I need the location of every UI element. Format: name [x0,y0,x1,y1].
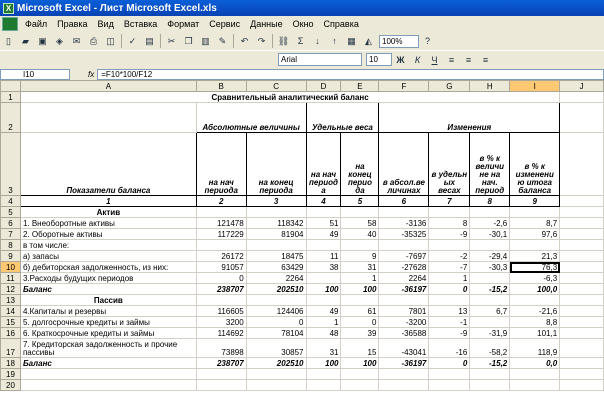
cell[interactable] [560,339,604,358]
cell[interactable]: 38 [306,262,341,273]
bold-icon[interactable]: Ж [396,54,405,65]
sort-asc-icon[interactable]: ↓ [315,36,320,46]
menu-window[interactable]: Окно [292,19,314,29]
row-label-cell[interactable]: Баланс [20,284,196,295]
row-label-cell[interactable]: 5. долгосрочные кредиты и займы [20,317,196,328]
cell[interactable]: -1 [429,317,470,328]
header-cell[interactable]: на конец перио да [341,133,379,196]
save-icon[interactable]: ▣ [38,35,47,46]
menu-tools[interactable]: Сервис [209,19,241,29]
cell[interactable] [510,380,560,391]
cell[interactable]: -6,3 [510,273,560,284]
cell[interactable] [560,358,604,369]
cell[interactable] [196,369,246,380]
toolbar-separator [272,34,273,48]
cell[interactable]: 5 [341,196,379,207]
table-row [1,240,604,251]
window-title: Microsoft Excel - Лист Microsoft Excel.xls [17,2,217,14]
menu-file[interactable]: Файл [25,19,48,29]
cell[interactable]: 4 [306,196,341,207]
cell[interactable] [470,369,510,380]
cell[interactable]: 48 [306,328,341,339]
cell[interactable]: 13 [429,306,470,317]
cell[interactable]: 1 [429,273,470,284]
cell[interactable] [560,240,604,251]
cell[interactable] [246,380,306,391]
cell[interactable] [379,240,429,251]
cell[interactable] [379,207,429,218]
cell[interactable] [20,103,196,133]
cell[interactable] [196,295,246,306]
cell[interactable]: 9 [341,251,379,262]
hyperlink-icon[interactable]: ⛓ [277,35,290,46]
cell[interactable] [470,380,510,391]
table-row [1,284,604,295]
print-icon[interactable]: ⎙ [89,35,98,46]
cell[interactable] [379,369,429,380]
cell[interactable]: -15,2 [470,358,510,369]
column-header-g[interactable]: G [429,81,470,92]
row-header[interactable]: 13 [1,295,21,306]
cell[interactable]: 61 [341,306,379,317]
cell[interactable]: -15,2 [470,284,510,295]
cell[interactable] [560,380,604,391]
row-label-cell[interactable]: Баланс [20,358,196,369]
italic-icon[interactable]: К [414,54,421,65]
row-header[interactable]: 12 [1,284,21,295]
cell[interactable]: 3200 [196,317,246,328]
table-row [1,306,604,317]
paste-icon[interactable]: ▥ [201,35,210,46]
header-cell[interactable]: в % к величи не на нач. период [470,133,510,196]
cell[interactable]: -36588 [379,328,429,339]
cell[interactable] [379,380,429,391]
toolbar-separator [233,34,234,48]
cell[interactable] [341,380,379,391]
cell[interactable] [341,369,379,380]
align-center-icon[interactable]: ≡ [465,54,472,65]
table-row [1,380,604,391]
cell[interactable]: 117229 [196,229,246,240]
row-header[interactable]: 10 [1,262,21,273]
cell[interactable] [379,295,429,306]
cell[interactable]: 6 [379,196,429,207]
cell[interactable]: 2264 [246,273,306,284]
toolbar-separator [160,34,161,48]
fx-icon[interactable]: fx [88,69,95,79]
cell[interactable] [196,380,246,391]
cell[interactable]: 39 [341,328,379,339]
title-bar [0,0,604,16]
cell[interactable] [246,240,306,251]
cell[interactable]: 100 [341,284,379,295]
cell[interactable]: 1 [20,196,196,207]
cell[interactable]: 8,7 [510,218,560,229]
cell[interactable]: 114692 [196,328,246,339]
cell[interactable] [560,328,604,339]
row-header[interactable]: 9 [1,251,21,262]
menu-help[interactable]: Справка [323,19,359,29]
cell[interactable]: -7697 [379,251,429,262]
cell[interactable]: 21,3 [510,251,560,262]
cell[interactable]: -3136 [379,218,429,229]
formula-bar [0,68,604,80]
table-row [1,133,604,196]
excel-app-icon: X [3,3,14,14]
cell[interactable]: 0 [246,317,306,328]
column-header-d[interactable]: D [306,81,341,92]
menu-edit[interactable]: Правка [57,19,88,29]
row-label-cell[interactable]: б) дебиторская задолженность, из них: [20,262,196,273]
cell[interactable] [560,207,604,218]
cell[interactable]: 91057 [196,262,246,273]
cell[interactable] [560,306,604,317]
row-header[interactable]: 19 [1,369,21,380]
undo-icon[interactable]: ↶ [240,35,249,46]
sort-desc-icon[interactable]: ↑ [332,36,337,46]
row-header[interactable]: 7 [1,229,21,240]
cell[interactable]: -35325 [379,229,429,240]
chart-wizard-icon[interactable]: ▦ [347,35,356,46]
cell[interactable]: 58 [341,218,379,229]
cell[interactable]: 0,0 [510,358,560,369]
cell[interactable]: 31 [341,262,379,273]
cell[interactable]: 8 [470,196,510,207]
cell[interactable]: 100,0 [510,284,560,295]
cell[interactable]: 49 [306,306,341,317]
row-header[interactable]: 11 [1,273,21,284]
row-label-cell[interactable] [20,369,196,380]
row-header[interactable]: 5 [1,207,21,218]
cell[interactable] [429,369,470,380]
name-box[interactable]: I10 [0,69,70,80]
cell[interactable] [341,240,379,251]
cell[interactable]: 18475 [246,251,306,262]
cell[interactable]: -9 [429,229,470,240]
row-header[interactable]: 14 [1,306,21,317]
format-painter-icon[interactable]: ✎ [218,35,227,46]
cell[interactable]: -30,1 [470,229,510,240]
menu-data[interactable]: Данные [250,19,283,29]
print-preview-icon[interactable]: ◫ [106,35,115,46]
cell[interactable]: -27628 [379,262,429,273]
zoom-select[interactable]: 100% [379,35,419,48]
row-label-cell[interactable]: 1. Внеоборотные активы [20,218,196,229]
column-header-a[interactable]: A [20,81,196,92]
research-icon[interactable]: ▤ [145,35,154,46]
table-row [1,207,604,218]
header-shares[interactable]: Удельные веса [306,103,379,133]
cell[interactable]: 3 [246,196,306,207]
table-title[interactable]: Сравнительный аналитический баланс [20,92,559,103]
row-header[interactable]: 3 [1,133,21,196]
cell[interactable]: 0 [341,317,379,328]
cell[interactable]: 81904 [246,229,306,240]
cell[interactable] [470,317,510,328]
table-row [1,196,604,207]
excel-doc-icon[interactable] [2,17,18,31]
cell[interactable]: 2 [196,196,246,207]
cell[interactable]: 8 [429,218,470,229]
cell[interactable]: 100 [306,358,341,369]
cell[interactable]: 26172 [196,251,246,262]
row-label-cell[interactable] [20,380,196,391]
cell[interactable] [306,295,341,306]
cell[interactable]: 202510 [246,284,306,295]
cell[interactable]: 1 [341,273,379,284]
cell[interactable] [470,295,510,306]
cell[interactable]: -3200 [379,317,429,328]
align-right-icon[interactable]: ≡ [482,54,489,65]
cell[interactable] [341,207,379,218]
row-label-cell[interactable]: а) запасы [20,251,196,262]
cell[interactable]: -31,9 [470,328,510,339]
cell[interactable] [560,273,604,284]
cell[interactable]: 238707 [196,284,246,295]
table-row [1,262,604,273]
new-icon[interactable]: ▯ [6,35,11,46]
header-absolute-values[interactable]: Абсолютные величины [196,103,306,133]
table-row [1,218,604,229]
cell[interactable]: 100 [306,284,341,295]
cell[interactable] [246,207,306,218]
cell[interactable]: 0 [429,358,470,369]
cell[interactable]: -30,3 [470,262,510,273]
cell[interactable]: 9 [510,196,560,207]
cell[interactable]: 121478 [196,218,246,229]
row-label-cell[interactable]: 2. Оборотные активы [20,229,196,240]
cell[interactable] [560,262,604,273]
cell[interactable]: 124406 [246,306,306,317]
cell[interactable]: 118342 [246,218,306,229]
cell[interactable] [510,207,560,218]
cell[interactable]: 31 [306,339,341,358]
cell[interactable]: 7801 [379,306,429,317]
column-header-b[interactable]: B [196,81,246,92]
cell[interactable] [306,380,341,391]
table-row [1,251,604,262]
cell[interactable]: -58,2 [470,339,510,358]
row-label-cell[interactable]: 4.Капиталы и резервы [20,306,196,317]
table-row [1,328,604,339]
header-cell[interactable]: на конец периода [246,133,306,196]
cell[interactable] [246,295,306,306]
cut-icon[interactable]: ✂ [167,35,176,46]
row-header[interactable]: 20 [1,380,21,391]
row-header[interactable]: 8 [1,240,21,251]
menu-insert[interactable]: Вставка [123,19,158,29]
toolbar-separator [121,34,122,48]
cell[interactable]: -21,6 [510,306,560,317]
header-indicators[interactable]: Показатели баланса [20,133,196,196]
cell[interactable] [429,295,470,306]
menu-view[interactable]: Вид [97,19,114,29]
open-icon[interactable]: ▰ [22,35,29,46]
header-changes[interactable]: Изменения [379,103,560,133]
help-icon[interactable]: ? [424,36,430,46]
font-size-select[interactable]: 10 [366,53,392,66]
cell[interactable]: 11 [306,251,341,262]
cell[interactable]: 76,3 [510,262,560,273]
cell[interactable] [560,295,604,306]
spelling-icon[interactable]: ✓ [128,35,137,46]
cell[interactable] [560,317,604,328]
cell[interactable] [560,369,604,380]
email-icon[interactable]: ✉ [72,35,81,46]
row-header[interactable]: 6 [1,218,21,229]
cell[interactable]: 0 [429,284,470,295]
cell[interactable]: 51 [306,218,341,229]
header-cell[interactable]: в % к изменени ю итога баланса [510,133,560,196]
underline-icon[interactable]: Ч [431,54,438,65]
drawing-icon[interactable]: ◭ [365,35,372,46]
cell[interactable] [429,240,470,251]
table-row [1,339,604,358]
cell[interactable] [196,207,246,218]
cell[interactable] [306,369,341,380]
cell[interactable]: 40 [341,229,379,240]
cell[interactable]: -43041 [379,339,429,358]
cell[interactable]: 0 [196,273,246,284]
cell[interactable]: 7 [429,196,470,207]
cell[interactable] [560,218,604,229]
header-cell[interactable]: в абсол.ве личинах [379,133,429,196]
cell[interactable]: 2264 [379,273,429,284]
cell[interactable] [429,207,470,218]
cell[interactable] [560,251,604,262]
cell[interactable] [429,380,470,391]
row-label-cell[interactable]: 7. Кредиторская задолженность и прочие пассивы [20,339,196,358]
cell[interactable]: 63429 [246,262,306,273]
cell[interactable] [196,240,246,251]
cell[interactable] [470,273,510,284]
cell[interactable]: 118,9 [510,339,560,358]
table-row [1,273,604,284]
cell[interactable] [341,295,379,306]
copy-icon[interactable]: ❐ [184,35,193,46]
cell[interactable]: 49 [306,229,341,240]
cell[interactable]: -29,4 [470,251,510,262]
spreadsheet-grid [0,80,604,391]
cell[interactable] [560,133,604,196]
cell[interactable]: 238707 [196,358,246,369]
cell[interactable]: 6,7 [470,306,510,317]
cell[interactable] [470,240,510,251]
cell[interactable]: -36197 [379,284,429,295]
cell[interactable]: -2 [429,251,470,262]
cell[interactable]: 202510 [246,358,306,369]
cell[interactable]: 1 [306,317,341,328]
row-header[interactable]: 4 [1,196,21,207]
row-header[interactable]: 1 [1,92,21,103]
row-label-cell[interactable]: Пассив [20,295,196,306]
formula-input[interactable]: =F10*100/F12 [97,69,604,80]
column-header-j[interactable]: J [560,81,604,92]
cell[interactable]: -36197 [379,358,429,369]
row-header[interactable]: 15 [1,317,21,328]
standard-toolbar [0,32,604,50]
formatting-toolbar [0,50,604,68]
cell[interactable]: -9 [429,328,470,339]
column-header-e[interactable]: E [341,81,379,92]
permission-icon[interactable]: ◈ [56,35,63,46]
table-row [1,358,604,369]
column-header-row [1,81,604,92]
cell[interactable] [560,196,604,207]
row-header[interactable]: 18 [1,358,21,369]
cell[interactable] [560,103,604,133]
table-row [1,295,604,306]
row-label-cell[interactable]: Актив [20,207,196,218]
header-cell[interactable]: на нач периода [196,133,246,196]
cell[interactable] [306,207,341,218]
cell[interactable]: -2,6 [470,218,510,229]
cell[interactable]: 78104 [246,328,306,339]
autosum-icon[interactable]: Σ [297,36,304,46]
cell[interactable]: 101,1 [510,328,560,339]
row-label-cell[interactable]: 6. Краткосрочные кредиты и займы [20,328,196,339]
table-row [1,92,604,103]
row-header[interactable]: 17 [1,339,21,358]
cell[interactable]: 15 [341,339,379,358]
cell[interactable]: 116605 [196,306,246,317]
font-select[interactable]: Arial [278,53,362,66]
table-row [1,229,604,240]
column-header-c[interactable]: C [246,81,306,92]
cell[interactable] [560,284,604,295]
select-all-corner[interactable] [1,81,21,92]
cell[interactable]: -7 [429,262,470,273]
header-cell[interactable]: в удельн ых весах [429,133,470,196]
table-row [1,103,604,133]
table-row [1,369,604,380]
cell[interactable] [560,229,604,240]
cell[interactable]: 97,6 [510,229,560,240]
menu-bar [0,16,604,32]
cell[interactable] [306,273,341,284]
cell[interactable] [510,369,560,380]
cell[interactable] [306,240,341,251]
cell[interactable]: 73898 [196,339,246,358]
cell[interactable] [560,92,604,103]
cell[interactable] [510,295,560,306]
row-label-cell[interactable]: в том числе: [20,240,196,251]
align-left-icon[interactable]: ≡ [448,54,455,65]
cell[interactable] [470,207,510,218]
redo-icon[interactable]: ↷ [257,35,266,46]
cell[interactable]: 100 [341,358,379,369]
column-header-i[interactable]: I [510,81,560,92]
row-header[interactable]: 2 [1,103,21,133]
column-header-f[interactable]: F [379,81,429,92]
column-header-h[interactable]: H [470,81,510,92]
menu-format[interactable]: Формат [167,19,200,29]
cell[interactable] [510,240,560,251]
row-header[interactable]: 16 [1,328,21,339]
header-cell[interactable]: на нач период а [306,133,341,196]
cell[interactable]: -16 [429,339,470,358]
row-label-cell[interactable]: 3.Расходы будущих периодов [20,273,196,284]
cell[interactable] [246,369,306,380]
cell[interactable]: 30857 [246,339,306,358]
table-row [1,317,604,328]
cell[interactable]: 8,8 [510,317,560,328]
